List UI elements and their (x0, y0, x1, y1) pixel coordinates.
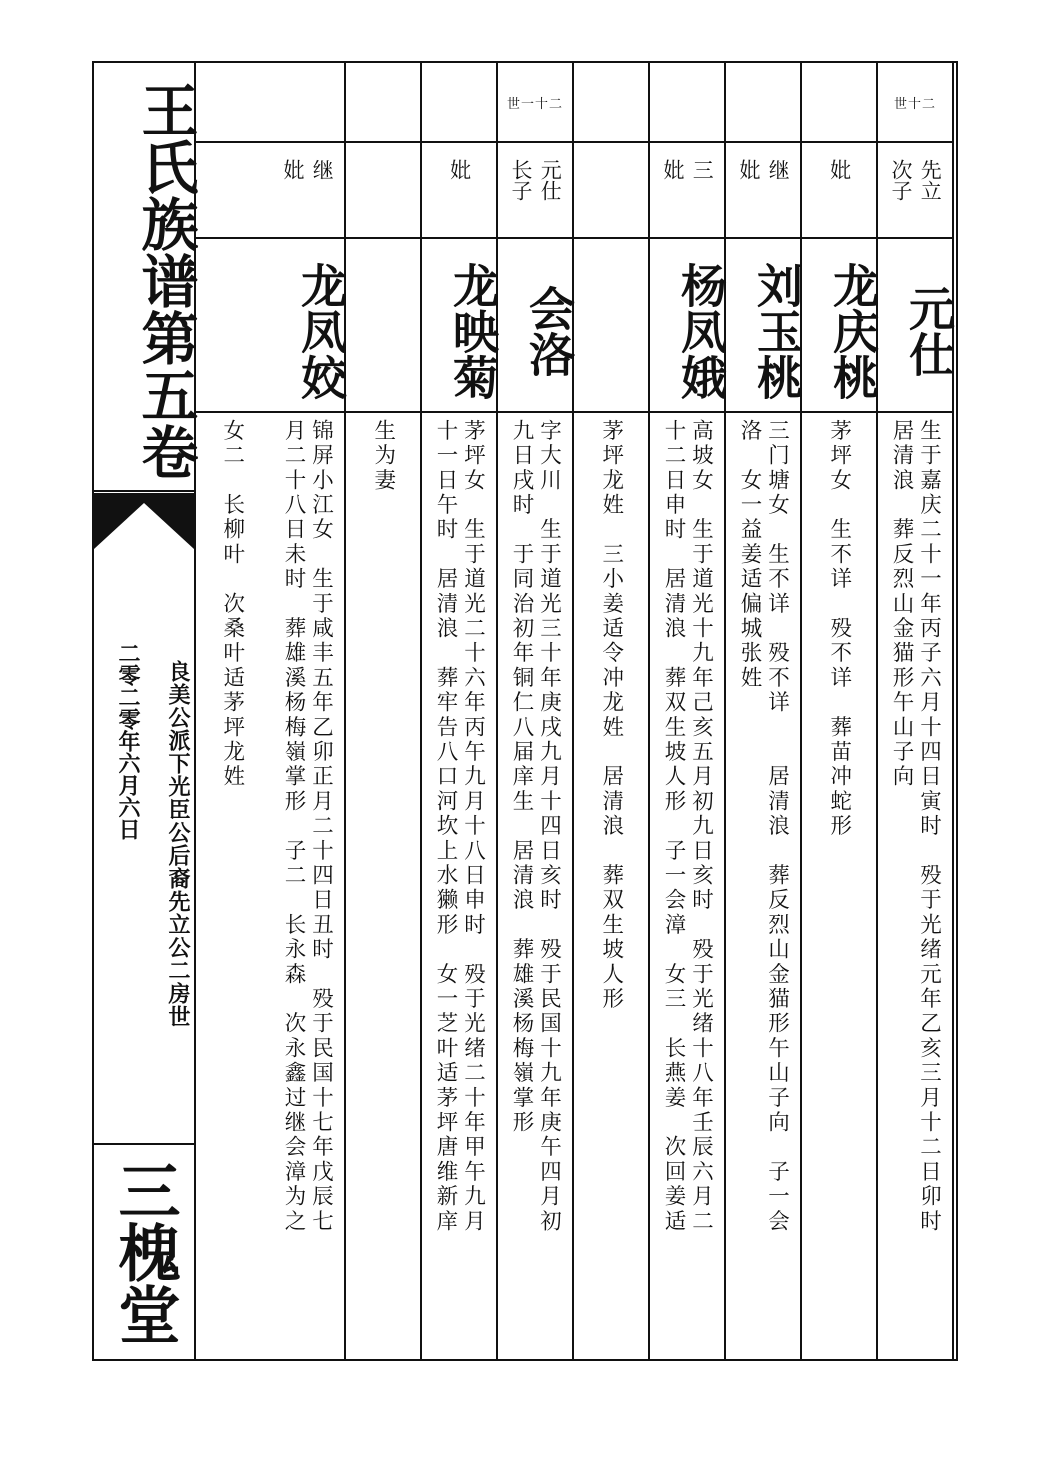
biography-line: 茅坪龙姓 三小姜适令冲龙姓 居清浪 葬双生坡人形 (598, 419, 624, 1012)
row-divider (194, 411, 270, 413)
relation-label (346, 159, 420, 239)
row-divider (650, 411, 724, 413)
entry-column (650, 63, 726, 1359)
person-name: 元仕 (902, 285, 956, 377)
generation-text: 世十二 (893, 96, 936, 112)
row-divider (270, 141, 344, 143)
biography (650, 419, 724, 1355)
row-divider (726, 141, 800, 143)
generation-label (574, 63, 648, 141)
biography (726, 419, 800, 1355)
person-name (194, 251, 270, 411)
relation-text: 妣 (737, 159, 761, 180)
generation-label (726, 63, 800, 141)
generation-text: 世一十二 (506, 96, 563, 112)
biography-line: 女二 长柳叶 次桑叶适茅坪龙姓 (219, 419, 245, 790)
person-name: 龙庆桃 (826, 262, 880, 400)
entry-column (726, 63, 802, 1359)
relation-label (422, 159, 496, 239)
generation-label (194, 63, 270, 141)
relation-text: 次子 (889, 159, 913, 201)
entry-column (270, 63, 346, 1359)
row-divider (422, 141, 496, 143)
biography (802, 419, 876, 1355)
relation-text: 先立 (918, 159, 943, 201)
biography-line: 茅坪女 生不详 殁不详 葬苗冲蛇形 (826, 419, 852, 839)
entry-column (574, 63, 650, 1359)
biography-line: 十二日申时 居清浪 葬双生坡人形 子一会漳 女三 长燕姜 次回姜适 (661, 419, 686, 1235)
row-divider (574, 411, 648, 413)
generation-label (346, 63, 420, 141)
relation-text: 长子 (509, 159, 533, 201)
relation-text: 妣 (827, 159, 852, 180)
biography (346, 419, 420, 1355)
person-name: 刘玉桃 (750, 262, 804, 400)
relation-text: 妣 (447, 159, 472, 180)
row-divider (726, 411, 800, 413)
relation-label (650, 159, 724, 239)
spine (94, 63, 199, 1359)
row-divider (422, 411, 496, 413)
person-name: 会洛 (522, 285, 576, 377)
entry-column (498, 63, 574, 1359)
row-divider (878, 411, 952, 413)
biography (498, 419, 572, 1355)
biography-line: 居清浪 葬反烈山金猫形午山子向 (889, 419, 914, 790)
compile-date: 二零二零年六月六日 (115, 642, 141, 840)
relation-text: 继 (766, 159, 791, 180)
biography-line: 茅坪女 生于道光二十六年丙午九月十八日申时 殁于光绪二十年甲午九月 (460, 419, 486, 1235)
generation-label (422, 63, 496, 141)
generation-label (270, 63, 344, 141)
row-divider (878, 141, 952, 143)
book-title: 王氏族谱第五卷 (132, 80, 199, 480)
relation-label (498, 159, 572, 239)
biography-line: 生为妻 (370, 419, 396, 494)
entry-column (422, 63, 498, 1359)
row-divider (346, 141, 420, 143)
biography-line: 九日戌时 于同治初年铜仁八届庠生 居清浪 葬雄溪杨梅嶺掌形 (509, 419, 534, 1136)
biography-line: 生于嘉庆二十一年丙子六月十四日寅时 殁于光绪元年乙亥三月十二日卯时 (916, 419, 942, 1235)
hall-name: 三槐堂 (94, 1143, 194, 1359)
generation-label (802, 63, 876, 141)
person-name (346, 251, 420, 411)
biography (270, 419, 344, 1355)
genealogy-page (92, 61, 958, 1361)
biography (194, 419, 270, 1355)
relation-label (270, 159, 344, 239)
relation-label (574, 159, 648, 239)
row-divider (194, 141, 270, 143)
relation-label (878, 159, 952, 239)
entry-column (802, 63, 878, 1359)
person-name: 龙映菊 (446, 262, 500, 400)
relation-label (726, 159, 800, 239)
row-divider (346, 411, 420, 413)
biography (574, 419, 648, 1355)
entry-column (346, 63, 422, 1359)
row-divider (270, 411, 344, 413)
generation-label (878, 63, 952, 141)
branch-lineage: 良美公派下光臣公后裔先立公二房世 (165, 659, 191, 1028)
person-name: 杨凤娥 (674, 262, 728, 400)
biography-line: 高坡女 生于道光十九年己亥五月初九日亥时 殁于光绪十八年壬辰六月二 (688, 419, 714, 1235)
biography (422, 419, 496, 1355)
biography (878, 419, 952, 1355)
relation-label (802, 159, 876, 239)
relation-text: 妣 (281, 159, 305, 180)
relation-text: 三 (690, 159, 715, 180)
row-divider (498, 411, 572, 413)
biography-line: 锦屏小江女 生于咸丰五年乙卯正月二十四日丑时 殁于民国十七年戊辰七 (308, 419, 334, 1235)
row-divider (498, 141, 572, 143)
generation-label (650, 63, 724, 141)
generation-label (498, 63, 572, 141)
row-divider (802, 411, 876, 413)
biography-line: 洛 女一益姜适偏城张姓 (737, 419, 762, 691)
relation-text: 继 (310, 159, 335, 180)
biography-line: 三门塘女 生不详 殁不详 居清浪 葬反烈山金猫形午山子向 子一会 (764, 419, 790, 1235)
entry-column (878, 63, 954, 1359)
row-divider (574, 141, 648, 143)
person-name: 龙凤姣 (294, 262, 348, 400)
biography-line: 月二十八日未时 葬雄溪杨梅嶺掌形 子二 长永森 次永鑫过继会漳为之 (281, 419, 306, 1235)
biography-line: 字大川 生于道光三十年庚戌九月十四日亥时 殁于民国十九年庚午四月初 (536, 419, 562, 1235)
relation-label (194, 159, 270, 239)
person-name (574, 251, 648, 411)
row-divider (650, 141, 724, 143)
relation-text: 妣 (661, 159, 685, 180)
entry-column (194, 63, 270, 1359)
row-divider (802, 141, 876, 143)
relation-text: 元仕 (538, 159, 563, 201)
biography-line: 十一日午时 居清浪 葬牢告八口河坎上水獭形 女一芝叶适茅坪唐维新庠 (433, 419, 458, 1235)
